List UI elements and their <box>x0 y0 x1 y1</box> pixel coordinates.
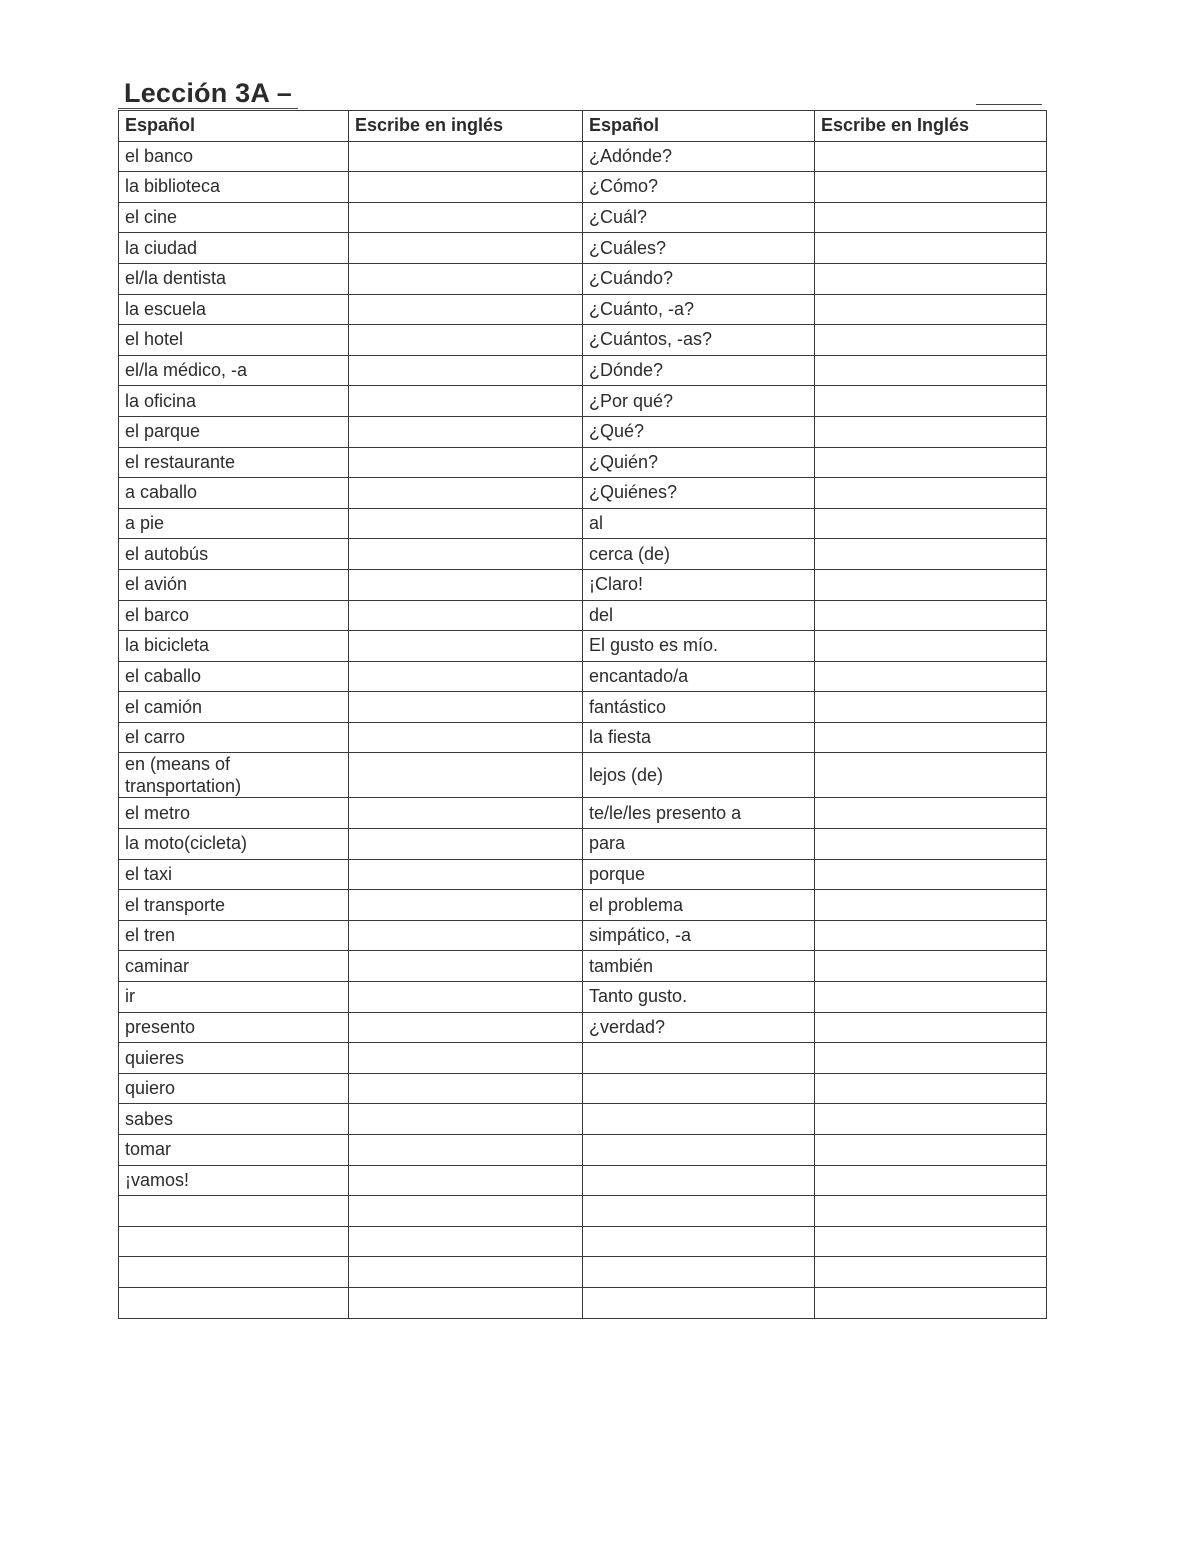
table-row <box>119 508 1047 539</box>
table-row <box>119 1135 1047 1166</box>
spanish-term-right: encantado/a <box>583 661 815 692</box>
english-answer-cell-left[interactable] <box>349 386 583 417</box>
table-row <box>119 753 1047 798</box>
spanish-term-right: ¿Cuánto, -a? <box>583 294 815 325</box>
spanish-term-left: quiero <box>119 1073 349 1104</box>
english-answer-cell-left[interactable] <box>349 447 583 478</box>
spanish-term-right: al <box>583 508 815 539</box>
table-row <box>119 859 1047 890</box>
spanish-term-left: caminar <box>119 951 349 982</box>
english-answer-cell-right[interactable] <box>815 355 1047 386</box>
table-row <box>119 386 1047 417</box>
english-answer-cell-right[interactable] <box>815 1226 1047 1257</box>
table-row <box>119 1104 1047 1135</box>
spanish-term-right <box>583 1257 815 1288</box>
english-answer-cell-left[interactable] <box>349 1073 583 1104</box>
spanish-term-right: simpático, -a <box>583 920 815 951</box>
english-answer-cell-right[interactable] <box>815 202 1047 233</box>
english-answer-cell-left[interactable] <box>349 141 583 172</box>
spanish-term-left: el autobús <box>119 539 349 570</box>
english-answer-cell-left[interactable] <box>349 1287 583 1318</box>
english-answer-cell-left[interactable] <box>349 508 583 539</box>
table-row <box>119 600 1047 631</box>
english-answer-cell-right[interactable] <box>815 1287 1047 1318</box>
vocabulary-rows <box>119 141 1047 1318</box>
english-answer-cell-left[interactable] <box>349 753 583 798</box>
table-row <box>119 1196 1047 1227</box>
spanish-term-left: el carro <box>119 722 349 753</box>
english-answer-cell-left[interactable] <box>349 920 583 951</box>
table-row <box>119 1043 1047 1074</box>
table-row <box>119 355 1047 386</box>
spanish-term-left: el/la dentista <box>119 263 349 294</box>
spanish-term-right: ¿Adónde? <box>583 141 815 172</box>
spanish-term-left: la bicicleta <box>119 631 349 662</box>
english-answer-cell-left[interactable] <box>349 1104 583 1135</box>
spanish-term-left: ir <box>119 982 349 1013</box>
spanish-term-left: el/la médico, -a <box>119 355 349 386</box>
spanish-term-right <box>583 1196 815 1227</box>
english-answer-cell-right[interactable] <box>815 753 1047 798</box>
spanish-term-right: para <box>583 829 815 860</box>
spanish-term-right: también <box>583 951 815 982</box>
english-answer-cell-right[interactable] <box>815 951 1047 982</box>
header-english-left: Escribe en inglés <box>349 111 583 142</box>
spanish-term-left: presento <box>119 1012 349 1043</box>
table-row <box>119 920 1047 951</box>
spanish-term-left: a pie <box>119 508 349 539</box>
table-row <box>119 1287 1047 1318</box>
table-row <box>119 172 1047 203</box>
english-answer-cell-left[interactable] <box>349 478 583 509</box>
spanish-term-left: la moto(cicleta) <box>119 829 349 860</box>
spanish-term-right: ¿Quién? <box>583 447 815 478</box>
spanish-term-right: ¿Dónde? <box>583 355 815 386</box>
spanish-term-left: la biblioteca <box>119 172 349 203</box>
spanish-term-left: el avión <box>119 569 349 600</box>
english-answer-cell-left[interactable] <box>349 1043 583 1074</box>
english-answer-cell-right[interactable] <box>815 600 1047 631</box>
spanish-term-left: en (means of transportation) <box>119 753 349 798</box>
table-row <box>119 982 1047 1013</box>
table-row <box>119 294 1047 325</box>
spanish-term-left: sabes <box>119 1104 349 1135</box>
spanish-term-right: ¿verdad? <box>583 1012 815 1043</box>
english-answer-cell-right[interactable] <box>815 1104 1047 1135</box>
english-answer-cell-left[interactable] <box>349 172 583 203</box>
english-answer-cell-left[interactable] <box>349 951 583 982</box>
spanish-term-right: ¿Cuál? <box>583 202 815 233</box>
english-answer-cell-right[interactable] <box>815 294 1047 325</box>
english-answer-cell-right[interactable] <box>815 386 1047 417</box>
english-answer-cell-right[interactable] <box>815 692 1047 723</box>
table-row <box>119 202 1047 233</box>
spanish-term-right: ¿Cuántos, -as? <box>583 325 815 356</box>
header-spanish-right: Español <box>583 111 815 142</box>
spanish-term-left: el barco <box>119 600 349 631</box>
spanish-term-left: el banco <box>119 141 349 172</box>
table-row <box>119 631 1047 662</box>
english-answer-cell-left[interactable] <box>349 569 583 600</box>
table-row <box>119 447 1047 478</box>
spanish-term-left: el tren <box>119 920 349 951</box>
worksheet-title: Lección 3A – <box>124 78 292 108</box>
spanish-term-right: ¿Cuándo? <box>583 263 815 294</box>
table-row <box>119 798 1047 829</box>
english-answer-cell-right[interactable] <box>815 141 1047 172</box>
title-underline <box>118 108 298 109</box>
english-answer-cell-left[interactable] <box>349 829 583 860</box>
english-answer-cell-right[interactable] <box>815 508 1047 539</box>
english-answer-cell-right[interactable] <box>815 631 1047 662</box>
table-row <box>119 661 1047 692</box>
english-answer-cell-left[interactable] <box>349 859 583 890</box>
spanish-term-right: ¡Claro! <box>583 569 815 600</box>
spanish-term-left: el hotel <box>119 325 349 356</box>
english-answer-cell-left[interactable] <box>349 1257 583 1288</box>
english-answer-cell-right[interactable] <box>815 539 1047 570</box>
english-answer-cell-left[interactable] <box>349 1165 583 1196</box>
english-answer-cell-left[interactable] <box>349 202 583 233</box>
english-answer-cell-right[interactable] <box>815 263 1047 294</box>
spanish-term-right <box>583 1165 815 1196</box>
english-answer-cell-right[interactable] <box>815 890 1047 921</box>
english-answer-cell-right[interactable] <box>815 325 1047 356</box>
spanish-term-right: la fiesta <box>583 722 815 753</box>
spanish-term-right <box>583 1135 815 1166</box>
spanish-term-left: el parque <box>119 416 349 447</box>
spanish-term-left <box>119 1196 349 1227</box>
english-answer-cell-right[interactable] <box>815 1135 1047 1166</box>
spanish-term-right: ¿Cómo? <box>583 172 815 203</box>
table-row <box>119 1073 1047 1104</box>
spanish-term-left: el metro <box>119 798 349 829</box>
english-answer-cell-left[interactable] <box>349 1012 583 1043</box>
spanish-term-right <box>583 1287 815 1318</box>
english-answer-cell-right[interactable] <box>815 1012 1047 1043</box>
english-answer-cell-right[interactable] <box>815 661 1047 692</box>
spanish-term-left <box>119 1257 349 1288</box>
english-answer-cell-right[interactable] <box>815 1073 1047 1104</box>
spanish-term-left: la escuela <box>119 294 349 325</box>
table-row <box>119 722 1047 753</box>
table-row <box>119 263 1047 294</box>
spanish-term-left <box>119 1226 349 1257</box>
table-row <box>119 1226 1047 1257</box>
spanish-term-right: ¿Cuáles? <box>583 233 815 264</box>
english-answer-cell-left[interactable] <box>349 416 583 447</box>
spanish-term-left: el cine <box>119 202 349 233</box>
english-answer-cell-right[interactable] <box>815 233 1047 264</box>
english-answer-cell-right[interactable] <box>815 982 1047 1013</box>
spanish-term-right <box>583 1226 815 1257</box>
spanish-term-right: el problema <box>583 890 815 921</box>
table-row <box>119 1012 1047 1043</box>
spanish-term-right: del <box>583 600 815 631</box>
spanish-term-right <box>583 1104 815 1135</box>
table-row <box>119 692 1047 723</box>
table-row <box>119 539 1047 570</box>
english-answer-cell-right[interactable] <box>815 1196 1047 1227</box>
table-row <box>119 478 1047 509</box>
english-answer-cell-left[interactable] <box>349 722 583 753</box>
english-answer-cell-left[interactable] <box>349 798 583 829</box>
spanish-term-right <box>583 1043 815 1074</box>
spanish-term-left: el camión <box>119 692 349 723</box>
english-answer-cell-right[interactable] <box>815 1257 1047 1288</box>
table-row <box>119 233 1047 264</box>
english-answer-cell-left[interactable] <box>349 692 583 723</box>
spanish-term-left: la ciudad <box>119 233 349 264</box>
table-row <box>119 416 1047 447</box>
spanish-term-left: quieres <box>119 1043 349 1074</box>
english-answer-cell-left[interactable] <box>349 661 583 692</box>
spanish-term-right: ¿Por qué? <box>583 386 815 417</box>
table-top-edge-right <box>976 104 1042 105</box>
spanish-term-left: el transporte <box>119 890 349 921</box>
english-answer-cell-right[interactable] <box>815 1043 1047 1074</box>
table-row <box>119 829 1047 860</box>
spanish-term-right: lejos (de) <box>583 753 815 798</box>
english-answer-cell-left[interactable] <box>349 539 583 570</box>
spanish-term-left: el taxi <box>119 859 349 890</box>
english-answer-cell-left[interactable] <box>349 1135 583 1166</box>
english-answer-cell-right[interactable] <box>815 920 1047 951</box>
english-answer-cell-left[interactable] <box>349 355 583 386</box>
spanish-term-left: a caballo <box>119 478 349 509</box>
english-answer-cell-right[interactable] <box>815 798 1047 829</box>
english-answer-cell-left[interactable] <box>349 600 583 631</box>
header-spanish-left: Español <box>119 111 349 142</box>
english-answer-cell-right[interactable] <box>815 172 1047 203</box>
english-answer-cell-left[interactable] <box>349 294 583 325</box>
table-row <box>119 141 1047 172</box>
english-answer-cell-right[interactable] <box>815 722 1047 753</box>
spanish-term-left: la oficina <box>119 386 349 417</box>
spanish-term-left: el restaurante <box>119 447 349 478</box>
english-answer-cell-left[interactable] <box>349 982 583 1013</box>
spanish-term-right: ¿Qué? <box>583 416 815 447</box>
english-answer-cell-left[interactable] <box>349 325 583 356</box>
spanish-term-right: fantástico <box>583 692 815 723</box>
spanish-term-left: ¡vamos! <box>119 1165 349 1196</box>
table-row <box>119 569 1047 600</box>
english-answer-cell-left[interactable] <box>349 263 583 294</box>
english-answer-cell-right[interactable] <box>815 569 1047 600</box>
spanish-term-left: tomar <box>119 1135 349 1166</box>
table-header-row <box>119 111 1047 142</box>
spanish-term-right: porque <box>583 859 815 890</box>
english-answer-cell-left[interactable] <box>349 631 583 662</box>
english-answer-cell-left[interactable] <box>349 1226 583 1257</box>
table-row <box>119 951 1047 982</box>
english-answer-cell-right[interactable] <box>815 829 1047 860</box>
table-row <box>119 1257 1047 1288</box>
spanish-term-right: Tanto gusto. <box>583 982 815 1013</box>
english-answer-cell-right[interactable] <box>815 478 1047 509</box>
english-answer-cell-right[interactable] <box>815 447 1047 478</box>
english-answer-cell-left[interactable] <box>349 890 583 921</box>
english-answer-cell-right[interactable] <box>815 416 1047 447</box>
spanish-term-right: El gusto es mío. <box>583 631 815 662</box>
spanish-term-left: el caballo <box>119 661 349 692</box>
english-answer-cell-right[interactable] <box>815 859 1047 890</box>
table-row <box>119 325 1047 356</box>
table-row <box>119 890 1047 921</box>
spanish-term-right <box>583 1073 815 1104</box>
spanish-term-left <box>119 1287 349 1318</box>
spanish-term-right: ¿Quiénes? <box>583 478 815 509</box>
vocabulary-table <box>118 110 1047 1319</box>
english-answer-cell-left[interactable] <box>349 233 583 264</box>
english-answer-cell-left[interactable] <box>349 1196 583 1227</box>
header-english-right: Escribe en Inglés <box>815 111 1047 142</box>
spanish-term-right: cerca (de) <box>583 539 815 570</box>
english-answer-cell-right[interactable] <box>815 1165 1047 1196</box>
table-row <box>119 1165 1047 1196</box>
spanish-term-right: te/le/les presento a <box>583 798 815 829</box>
